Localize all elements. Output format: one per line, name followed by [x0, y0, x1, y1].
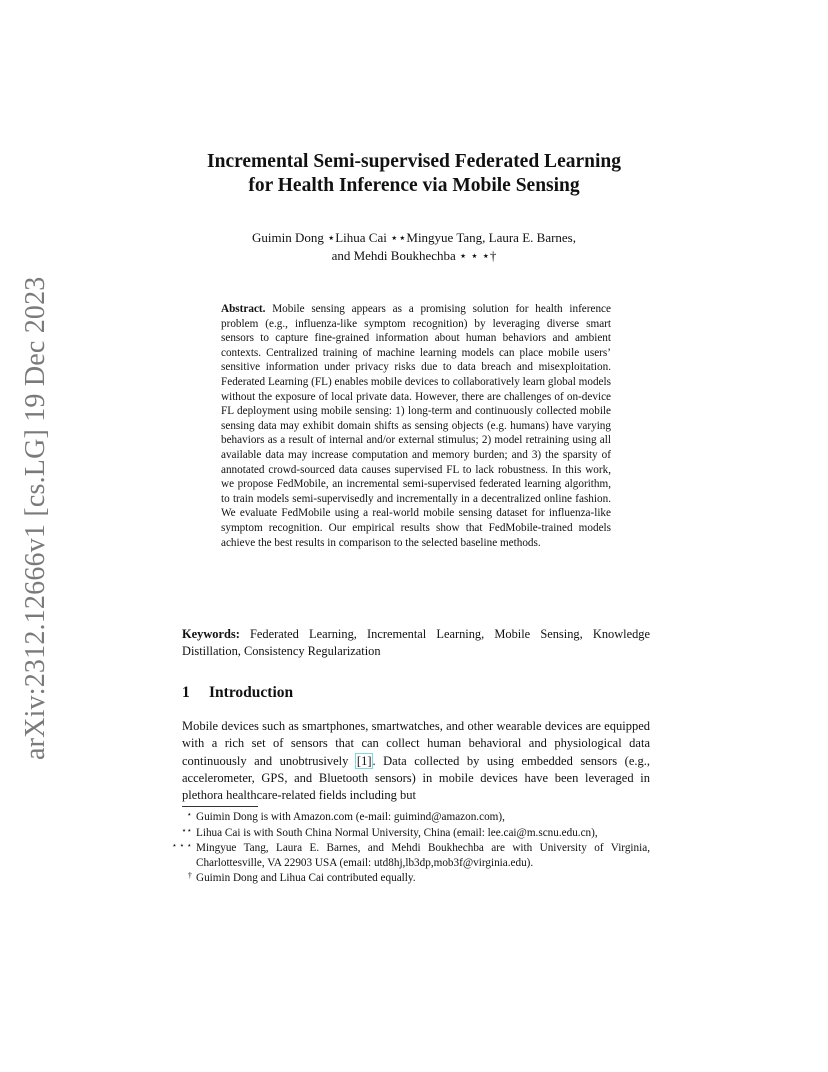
intro-paragraph — [182, 718, 650, 804]
footnote-marker: ⋆⋆ — [181, 824, 192, 835]
footnote — [182, 871, 650, 886]
keywords — [182, 626, 650, 660]
title-line: Incremental Semi-supervised Federated Learning — [207, 151, 621, 172]
footnote-rule — [182, 806, 258, 807]
footnote-marker: ⋆ ⋆ ⋆ — [171, 840, 192, 851]
footnote — [182, 826, 650, 841]
footnote-text: Guimin Dong and Lihua Cai contributed equally. — [196, 872, 416, 885]
abstract-text: Mobile sensing appears as a promising solution for health inference problem (e.g., influenza-like symptom recognition) by leveraging diverse smart sensors to capture fine-grained information about human behaviors and ambient contexts. Centralized training of machine learning models can place mobile users’ sensitive information under privacy risks due to data breach and misexploitation. Federated Learning (FL) enables mobile devices to collaboratively learn global models without the exposure of local private data. However, there are challenges of on-device FL deployment using mobile sensing: 1) long-term and continuously collected mobile sensing data may exhibit domain shifts as sensing objects (e.g. humans) have varying behaviors as a result of internal and/or external stimulus; 2) model retraining using all available data may increase computation and memory burden; and 3) the sparsity of annotated crowd-sourced data causes supervised FL to lack robustness. In this work, we propose FedMobile, an incremental semi-supervised federated learning algorithm, to train models semi-supervisedly and incrementally in a decentralized online fashion. We evaluate FedMobile using a real-world mobile sensing dataset for influenza-like symptom recognition. Our empirical results show that FedMobile-trained models achieve the best results in comparison to the selected baseline methods. — [221, 303, 611, 549]
paper-title — [150, 150, 678, 198]
footnote-text: Guimin Dong is with Amazon.com (e-mail: guimind@amazon.com), — [196, 811, 505, 823]
intro-text-continued: . Data collected by using embedded sensors (e.g., accelerometer, GPS, and Bluetooth sensors) in mobile devices have been leveraged in plethora healthcare-related fields including but — [182, 753, 650, 803]
footnote — [171, 840, 650, 870]
footnotes — [171, 809, 650, 886]
footnote-text: Lihua Cai is with South China Normal University, China (email: lee.cai@m.scnu.edu.cn), — [196, 826, 598, 839]
section-heading — [182, 684, 293, 702]
author-line: Guimin Dong ⋆Lihua Cai ⋆⋆Mingyue Tang, Laura E. Barnes, — [251, 230, 576, 245]
intro-text: Mobile devices such as smartphones, smartwatches, and other wearable devices are equipped with a rich set of sensors that can collect human behavioral and physiological data continuously and unobtrusively — [182, 719, 650, 768]
title-line: for Health Inference via Mobile Sensing — [248, 175, 580, 196]
footnote-marker: ⋆ — [186, 809, 192, 819]
footnote-marker: † — [187, 870, 192, 881]
footnote-text: Mingyue Tang, Laura E. Barnes, and Mehdi Boukhechba are with University of Virginia, Charlottesville, VA 22903 USA (email: utd8hj,lb3dp,mob3f@virginia.edu). — [196, 842, 650, 869]
abstract — [221, 302, 611, 550]
author-line: and Mehdi Boukhechba ⋆ ⋆ ⋆† — [331, 248, 497, 263]
footnote — [182, 810, 650, 825]
keywords-text: Federated Learning, Incremental Learning, Mobile Sensing, Knowledge Distillation, Consistency Regularization — [182, 627, 650, 658]
arxiv-identifier: arXiv:2312.12666v1 [cs.LG] 19 Dec 2023 — [20, 276, 51, 760]
citation-link[interactable]: [1] — [356, 753, 372, 768]
keywords-label: Keywords: — [182, 627, 240, 641]
abstract-label: Abstract. — [221, 303, 266, 315]
section-number: 1 — [182, 684, 190, 701]
section-title: Introduction — [209, 684, 294, 701]
author-list — [150, 229, 678, 265]
